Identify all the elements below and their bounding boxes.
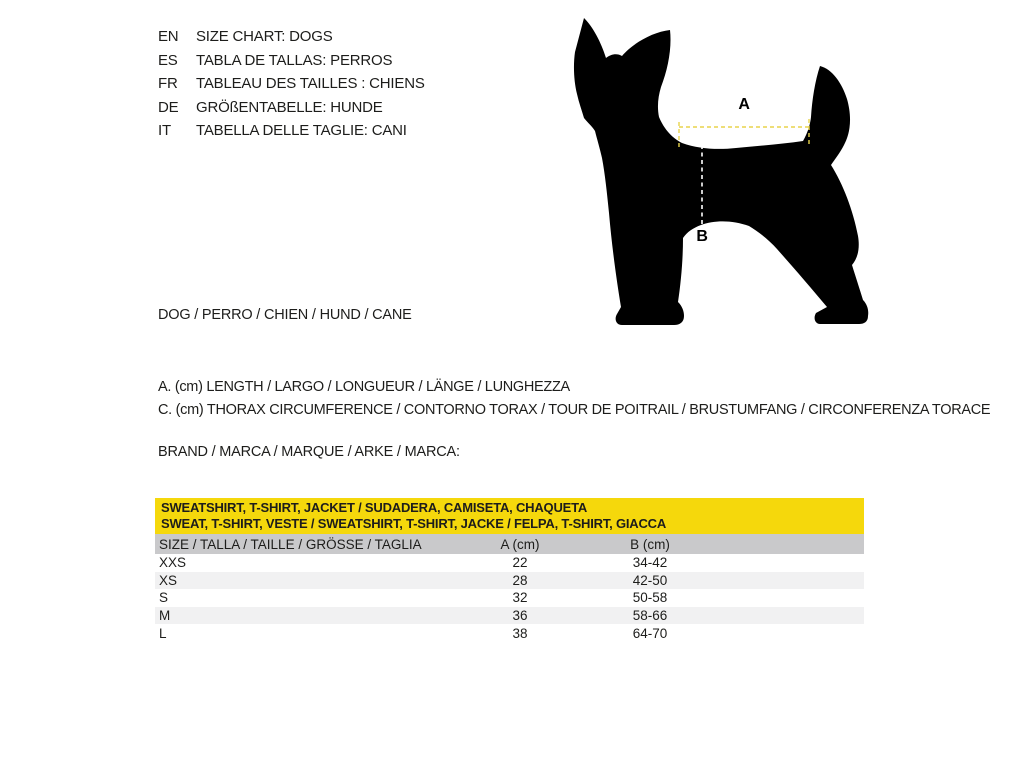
size-table — [155, 498, 864, 642]
language-code: EN — [158, 28, 179, 45]
language-row — [158, 72, 425, 96]
column-header-a: A (cm) — [500, 536, 540, 552]
language-title: TABELLA DELLE TAGLIE: CANI — [196, 122, 407, 139]
measure-b-label: B — [696, 228, 708, 245]
table-row — [155, 589, 864, 607]
language-code: IT — [158, 122, 171, 139]
language-code: FR — [158, 75, 178, 92]
size-cell: XS — [159, 572, 178, 588]
table-row — [155, 572, 864, 590]
language-title-list — [158, 25, 425, 143]
dog-silhouette — [574, 18, 868, 325]
language-title: SIZE CHART: DOGS — [196, 28, 333, 45]
language-row — [158, 119, 425, 143]
a-cell: 22 — [512, 555, 528, 571]
table-row — [155, 607, 864, 625]
language-code: ES — [158, 51, 178, 69]
table-row — [155, 624, 864, 642]
language-title: TABLEAU DES TAILLES : CHIENS — [196, 75, 425, 92]
language-code: DE — [158, 98, 179, 116]
measurement-legend — [158, 376, 990, 422]
measure-a-label: A — [738, 96, 750, 113]
language-row — [158, 49, 425, 73]
table-banner — [155, 498, 864, 534]
column-header-size: SIZE / TALLA / TAILLE / GRÖSSE / TAGLIA — [159, 536, 422, 552]
size-cell: XXS — [159, 555, 187, 571]
language-row — [158, 25, 425, 49]
language-title: GRÖßENTABELLE: HUNDE — [196, 98, 383, 116]
dog-silhouette-svg — [560, 8, 896, 340]
a-cell: 28 — [512, 572, 528, 588]
banner-line-1: SWEATSHIRT, T-SHIRT, JACKET / SUDADERA, CAMISETA, CHAQUETA — [161, 500, 588, 515]
column-header-b: B (cm) — [630, 536, 670, 552]
language-title: TABLA DE TALLAS: PERROS — [196, 51, 393, 69]
table-row — [155, 554, 864, 572]
a-cell: 38 — [512, 625, 528, 641]
a-cell: 36 — [512, 608, 528, 624]
legend-line-thorax: C. (cm) THORAX CIRCUMFERENCE / CONTORNO TORAX / TOUR DE POITRAIL / BRUSTUMFANG / CIRCONFERENZA TORACE — [158, 402, 991, 419]
a-cell: 32 — [512, 590, 528, 606]
table-header-row — [155, 534, 864, 554]
language-row — [158, 96, 425, 120]
animal-caption: DOG / PERRO / CHIEN / HUND / CANE — [158, 307, 412, 323]
brand-label: BRAND / MARCA / MARQUE / ARKE / MARCA: — [158, 444, 460, 460]
size-cell: L — [159, 625, 167, 641]
banner-line-2: SWEAT, T-SHIRT, VESTE / SWEATSHIRT, T-SHIRT, JACKE / FELPA, T-SHIRT, GIACCA — [161, 515, 667, 531]
b-cell: 34-42 — [632, 555, 668, 571]
size-cell: S — [159, 590, 169, 606]
b-cell: 50-58 — [632, 590, 668, 606]
dog-measurement-diagram — [560, 8, 896, 340]
legend-line-length: A. (cm) LENGTH / LARGO / LONGUEUR / LÄNGE / LUNGHEZZA — [158, 379, 570, 395]
b-cell: 64-70 — [632, 625, 668, 641]
b-cell: 58-66 — [632, 608, 668, 624]
size-cell: M — [159, 608, 171, 624]
b-cell: 42-50 — [632, 572, 668, 588]
